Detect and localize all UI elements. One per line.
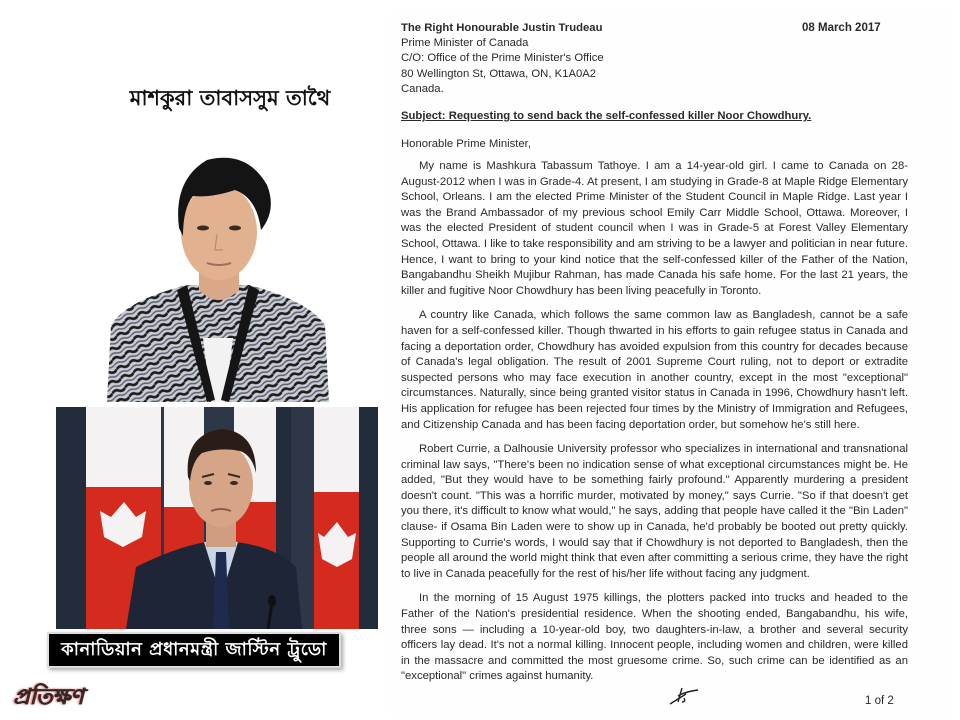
page-indicator: 1 of 2: [865, 695, 894, 707]
recipient-care-of: C/O: Office of the Prime Minister's Office: [401, 52, 604, 65]
letter-page: [390, 10, 950, 718]
letter-date: 08 March 2017: [802, 22, 881, 34]
recipient-country: Canada.: [401, 82, 444, 95]
recipient-title: Prime Minister of Canada: [401, 37, 529, 50]
signature-initials-icon: [668, 684, 702, 706]
student-portrait-photo: [107, 150, 329, 402]
letter-subject: Subject: Requesting to send back the self-confessed killer Noor Chowdhury.: [401, 110, 812, 122]
recipient-name: The Right Honourable Justin Trudeau: [401, 22, 603, 34]
prime-minister-caption-bengali: কানাডিয়ান প্রধানমন্ত্রী জাস্টিন ট্রুডো: [47, 632, 341, 668]
publisher-logo: প্রতিক্ষণ: [12, 683, 84, 710]
trudeau-press-conference-illustration: [56, 407, 378, 629]
student-portrait-illustration: [107, 150, 329, 402]
letter-salutation: Honorable Prime Minister,: [401, 138, 531, 150]
letter-body: [401, 159, 908, 694]
recipient-street: 80 Wellington St, Ottawa, ON, K1A0A2: [401, 67, 597, 80]
letter-paragraph: A country like Canada, which follows the same common law as Bangladesh, cannot be a safe haven for a self-confessed killer. Though thwarted in his efforts to gain refugee status in Canada and facing a deportation order, Chowdhury has avoided expulsion from this country for decades because of Canada's legal obligation. The result of 2001 Supreme Court ruling, not to deport or extradite suspected persons who may face execution in another country, except in the most "exceptional" circumstances. Naturally, since being granted visitor status in Canada in 1996, Chowdhury hasn't left. His application for refugee has been rejected four times by the Ministry of Immigration and Refugees, and Citizenship Canada and has been facing deportation order, but somehow he's still here.: [401, 309, 908, 431]
prime-minister-photo: [56, 407, 378, 629]
letter-paragraph: In the morning of 15 August 1975 killings, the plotters packed into trucks and headed to the Father of the Nation's presidential residence. When the shooting ended, Bangabandhu, his wife, three sons — including a 10-year-old boy, two daughters-in-law, a brother and several security officers lay dead. It's not a normal killing. Innocent people, including women and children, were killed in the massacre and committed the most gruesome crime. So, such crime can be identified as an "exceptional" crimes against humanity.: [401, 592, 908, 683]
letter-paragraph: My name is Mashkura Tabassum Tathoye. I am a 14-year-old girl. I came to Canada on 28-August-2012 when I was in Grade-4. At present, I am studying in Grade-8 at Maple Ridge Elementary School, Orleans. I am the elected Prime Minister of the Student Council in Maple Ridge. Last year I was the Brand Ambassador of my previous school Emily Carr Middle School, Ottawa. Moreover, I was the elected President of student council when I was in Grade-5 at Forest Valley Elementary School, Ottawa. I like to take responsibility and am striving to be a lawyer and politician in near future. Hence, I want to bring to your kind notice that the self-confessed killer of the Father of the Nation, Bangabandhu Sheikh Mujibur Rahman, has made Canada his safe home. For the last 21 years, the killer and fugitive Noor Chowdhury has been living peacefully in Toronto.: [401, 160, 908, 297]
student-name-bengali: মাশকুরা তাবাসসুম তাথৈ: [129, 86, 331, 110]
canada-flag-right: [314, 407, 359, 629]
letter-paragraph: Robert Currie, a Dalhousie University professor who specializes in international and transnational criminal law says, "There's been no indication sense of what exceptional circumstances might be. He added, "But they would have to be something fairly profound." Apparently murdering a president doesn't count. "This was a horrific murder, motivated by money," says Currie. "So if that doesn't get you there, it's difficult to know what would," he says, adding that people have called it the "Bin Laden" clause- if Osama Bin Laden were to show up in Canada, he'd probably be booted out pretty quickly. Supporting to Currie's words, I would say that if Chowdhury is not deported to Bangladesh, then the people all around the world might think that even after committing a serious crime, they have the right to live in Canada peacefully for the rest of his/her life without facing any judgment.: [401, 443, 908, 580]
recipient-address-block: [401, 21, 604, 97]
